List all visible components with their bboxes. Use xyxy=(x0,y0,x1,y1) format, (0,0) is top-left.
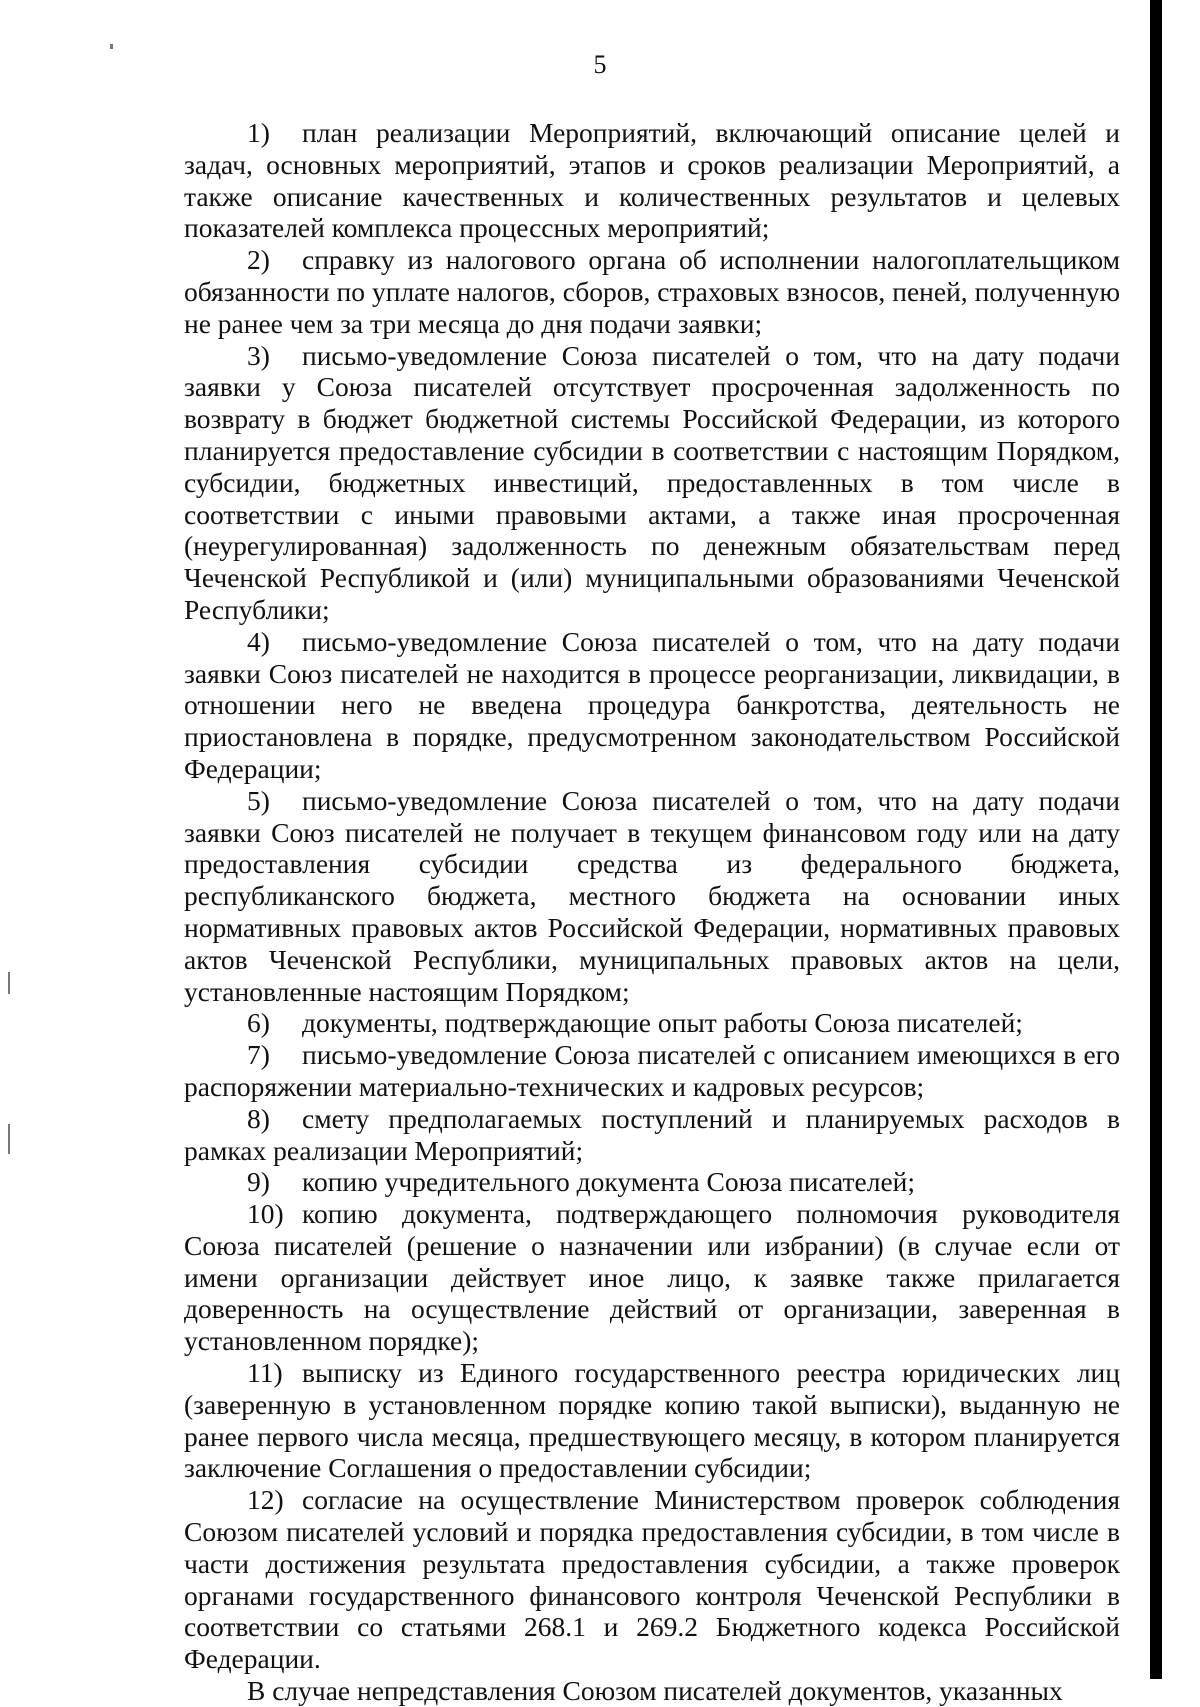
scan-dot xyxy=(110,44,113,49)
scan-mark-left-2 xyxy=(8,1124,10,1154)
document-body xyxy=(184,117,1120,1707)
item-number: 6) xyxy=(247,1007,270,1039)
item-text: документы, подтверждающие опыт работы Союза писателей; xyxy=(302,1007,1023,1039)
list-item-5 xyxy=(184,785,1120,1008)
list-item-11 xyxy=(184,1357,1120,1484)
item-number: 5) xyxy=(247,784,270,816)
scan-edge-bar xyxy=(1150,0,1162,1679)
list-item-7 xyxy=(184,1039,1120,1103)
page-number: 5 xyxy=(593,50,607,79)
item-text: письмо-уведомление Союза писателей с описанием имеющихся в его распоряжении материально-технических и кадровых ресурсов; xyxy=(184,1039,1120,1102)
item-text: письмо-уведомление Союза писателей о том, что на дату подачи заявки у Союза писателей отсутствует просроченная задолженность по возврату в бюджет бюджетной системы Российской Федерации, из которого планируется предоставление субсидии в соответствии с настоящим Порядком, субсидии, бюджетных инвестиций, предоставленных в том числе в соответствии с иными правовыми актами, а также иная просроченная (неурегулированная) задолженность по денежным обязательствам перед Чеченской Республикой и (или) муниципальными образованиями Чеченской Республики; xyxy=(184,339,1120,625)
list-item-6 xyxy=(184,1007,1120,1039)
item-text: письмо-уведомление Союза писателей о том, что на дату подачи заявки Союз писателей не находится в процессе реорганизации, ликвидации, в отношении него не введена процедура банкротства, деятельность не приостановлена в порядке, предусмотренном законодательством Российской Федерации; xyxy=(184,625,1120,784)
item-number: 11) xyxy=(247,1357,283,1389)
item-text: письмо-уведомление Союза писателей о том, что на дату подачи заявки Союз писателей не получает в текущем финансовом году или на дату предоставления субсидии средства из федерального бюджета, республиканского бюджета, местного бюджета на основании иных нормативных правовых актов Российской Федерации, нормативных правовых актов Чеченской Республики, муниципальных правовых актов на цели, установленные настоящим Порядком; xyxy=(184,784,1120,1007)
list-item-1 xyxy=(184,117,1120,244)
item-text: копию документа, подтверждающего полномочия руководителя Союза писателей (решение о назначении или избрании) (в случае если от имени организации действует иное лицо, к заявке также прилагается доверенность на осуществление действий от организации, заверенная в установленном порядке); xyxy=(184,1198,1120,1357)
scan-mark-left-1 xyxy=(8,972,10,994)
list-item-4 xyxy=(184,626,1120,785)
item-number: 1) xyxy=(247,117,270,148)
list-item-12 xyxy=(184,1484,1120,1675)
item-number: 4) xyxy=(247,625,270,657)
item-number: 8) xyxy=(247,1102,270,1134)
item-number: 9) xyxy=(247,1166,270,1198)
item-text: справку из налогового органа об исполнении налогоплательщиком обязанности по уплате налогов, сборов, страховых взносов, пеней, полученную не ранее чем за три месяца до дня подачи заявки; xyxy=(184,244,1120,339)
item-text: копию учредительного документа Союза писателей; xyxy=(302,1166,916,1198)
list-item-9 xyxy=(184,1166,1120,1198)
final-paragraph: В случае непредставления Союзом писателей документов, указанных xyxy=(247,1675,1063,1707)
list-item-2 xyxy=(184,244,1120,339)
item-text: смету предполагаемых поступлений и планируемых расходов в рамках реализации Мероприятий; xyxy=(184,1102,1120,1166)
item-number: 3) xyxy=(247,339,270,371)
list-item-10 xyxy=(184,1198,1120,1357)
item-text: план реализации Мероприятий, включающий описание целей и задач, основных мероприятий, этапов и сроков реализации Мероприятий, а также описание качественных и количественных результатов и целевых показателей комплекса процессных мероприятий; xyxy=(184,117,1120,244)
item-number: 2) xyxy=(247,244,270,276)
item-number: 12) xyxy=(247,1484,284,1516)
item-text: выписку из Единого государственного реестра юридических лиц (заверенную в установленном порядке копию такой выписки), выданную не ранее первого числа месяца, предшествующего месяцу, в котором планируется заключение Соглашения о предоставлении субсидии; xyxy=(184,1357,1120,1484)
list-item-8 xyxy=(184,1103,1120,1167)
item-number: 10) xyxy=(247,1198,284,1230)
list-item-3 xyxy=(184,340,1120,626)
item-text: согласие на осуществление Министерством проверок соблюдения Союзом писателей условий и порядка предоставления субсидии, в том числе в части достижения результата предоставления субсидии, а также проверок органами государственного финансового контроля Чеченской Республики в соответствии со статьями 268.1 и 269.2 Бюджетного кодекса Российской Федерации. xyxy=(184,1484,1120,1675)
item-number: 7) xyxy=(247,1039,270,1071)
